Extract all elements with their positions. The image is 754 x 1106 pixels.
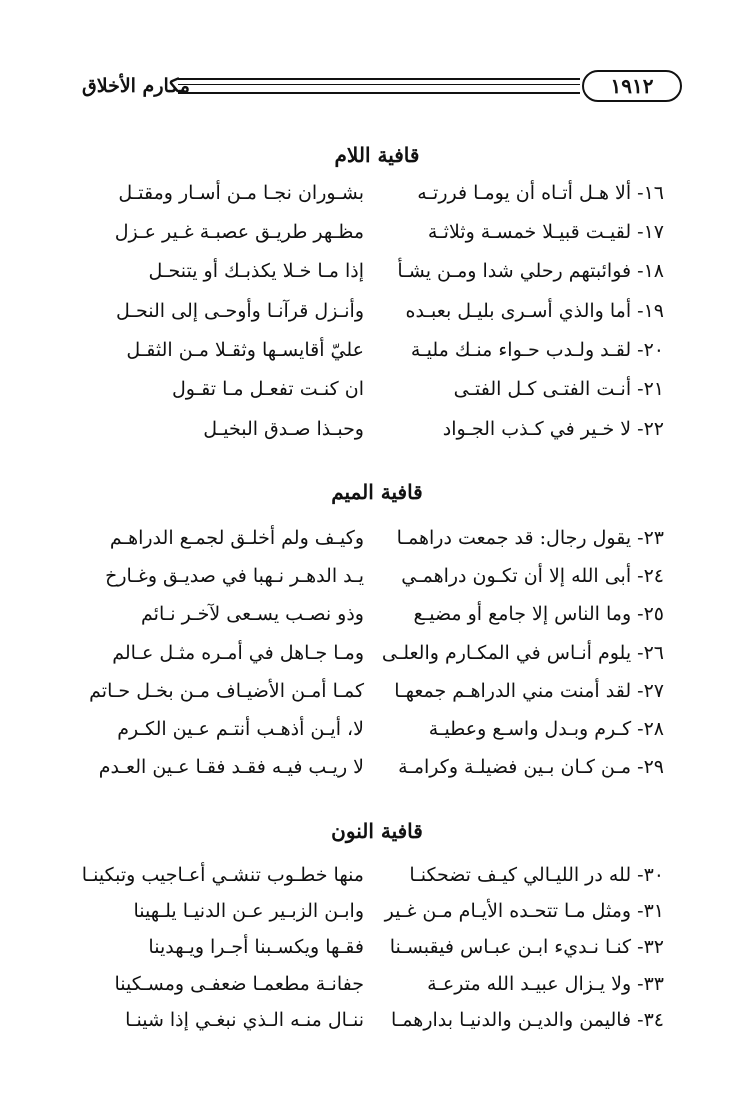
verse-first-hemistich: ٣٠- لله در الليـالي كيـف تضحكنـا <box>409 864 664 886</box>
verse-second-hemistich: يـد الدهـر نـهبا في صديـق وغـارخ <box>105 565 364 587</box>
verse-second-hemistich: كمـا أمـن الأضيـاف مـن بخـل حـاتم <box>89 680 364 702</box>
verse-line <box>0 864 754 898</box>
verse-second-hemistich: وابـن الزبـير عـن الدنيـا يلـهينا <box>133 900 364 922</box>
verse-second-hemistich: جفانـة مطعمـا ضعفـى ومسـكينا <box>114 973 364 995</box>
verse-line <box>0 718 754 752</box>
verse-first-hemistich: ٣٤- فاليمن والديـن والدنيـا بدارهمـا <box>390 1009 664 1031</box>
verse-line <box>0 378 754 412</box>
page-number: ١٩١٢ <box>582 70 682 102</box>
verse-first-hemistich: ٢٦- يلوم أنـاس في المكـارم والعلـى <box>381 642 664 664</box>
verse-second-hemistich: لا، أيـن أذهـب أنتـم عـين الكـرم <box>117 718 364 740</box>
verse-first-hemistich: ٢٨- كـرم وبـدل واسـع وعطيـة <box>428 718 664 740</box>
verse-line <box>0 900 754 934</box>
verse-line <box>0 260 754 294</box>
verse-second-hemistich: إذا مـا خـلا يكذبـك أو يتنحـل <box>148 260 364 282</box>
verse-line <box>0 221 754 255</box>
verse-line <box>0 527 754 561</box>
verse-first-hemistich: ٢٠- لقـد ولـدب حـواء منـك مليـة <box>410 339 664 361</box>
verse-line <box>0 418 754 452</box>
verse-first-hemistich: ١٦- ألا هـل أتـاه أن يومـا فررتـه <box>417 182 664 204</box>
verse-first-hemistich: ٣٣- ولا يـزال عبيـد الله مترعـة <box>427 973 664 995</box>
verse-line <box>0 680 754 714</box>
section-heading: قافية النون <box>331 819 423 843</box>
verse-second-hemistich: عليّ أقايسـها وثقـلا مـن الثقـل <box>126 339 364 361</box>
verse-second-hemistich: وذو نصـب يسـعى لآخـر نـائم <box>141 603 364 625</box>
verse-line <box>0 973 754 1007</box>
verse-second-hemistich: فقـها ويكسـبنا أجـرا ويـهدينا <box>148 936 364 958</box>
verse-line <box>0 182 754 216</box>
verse-first-hemistich: ١٩- أما والذي أسـرى بليـل بعبـده <box>405 300 664 322</box>
verse-second-hemistich: بشـوران نجـا مـن أسـار ومقتـل <box>118 182 364 204</box>
running-title: مكارم الأخلاق <box>82 75 190 97</box>
verse-line <box>0 756 754 790</box>
verse-second-hemistich: ان كنـت تفعـل مـا تقـول <box>171 378 364 400</box>
page-header <box>82 70 682 110</box>
verse-second-hemistich: مظـهر طريـق عصبـة غـير عـزل <box>114 221 364 243</box>
verse-first-hemistich: ٢٧- لقد أمنت مني الدراهـم جمعهـا <box>394 680 664 702</box>
verse-first-hemistich: ١٨- فوائبتهم رحلي شدا ومـن يشـأ <box>397 260 664 282</box>
verse-second-hemistich: منها خطـوب تنشـي أعـاجيب وتبكينـا <box>81 864 364 886</box>
verse-second-hemistich: لا ريـب فيـه فقـد فقـا عـين العـدم <box>98 756 364 778</box>
verse-first-hemistich: ٢١- أنـت الفتـى كـل الفتـى <box>453 378 664 400</box>
verse-first-hemistich: ٣١- ومثل مـا تتحـده الأيـام مـن غـير <box>384 900 664 922</box>
verse-second-hemistich: وحبـذا صـدق البخيـل <box>203 418 364 440</box>
verse-first-hemistich: ٣٢- كنـا نـديء ابـن عبـاس فيقبسـنا <box>389 936 664 958</box>
verse-line <box>0 300 754 334</box>
verse-second-hemistich: ننـال منـه الـذي نبغـي إذا شينـا <box>125 1009 364 1031</box>
header-rule <box>178 78 580 94</box>
verse-line <box>0 1009 754 1043</box>
verse-first-hemistich: ٢٥- وما الناس إلا جامع أو مضيـع <box>413 603 664 625</box>
verse-first-hemistich: ٢٩- مـن كـان بـين فضيلـة وكرامـة <box>398 756 664 778</box>
verse-first-hemistich: ٢٤- أبى الله إلا أن تكـون دراهمـي <box>401 565 664 587</box>
section-heading: قافية اللام <box>334 143 420 167</box>
verse-second-hemistich: ومـا جـاهل في أمـره مثـل عـالم <box>112 642 364 664</box>
verse-line <box>0 936 754 970</box>
verse-second-hemistich: وكيـف ولم أخلـق لجمـع الدراهـم <box>109 527 364 549</box>
verse-line <box>0 339 754 373</box>
verse-first-hemistich: ٢٢- لا خـير في كـذب الجـواد <box>442 418 664 440</box>
verse-first-hemistich: ١٧- لقيـت قبيـلا خمسـة وثلاثـة <box>427 221 664 243</box>
verse-line <box>0 642 754 676</box>
verse-second-hemistich: وأنـزل قرآنـا وأوحـى إلى النحـل <box>116 300 364 322</box>
verse-line <box>0 565 754 599</box>
verse-first-hemistich: ٢٣- يقول رجال: قد جمعت دراهمـا <box>396 527 664 549</box>
verse-line <box>0 603 754 637</box>
section-heading: قافية الميم <box>331 480 423 504</box>
